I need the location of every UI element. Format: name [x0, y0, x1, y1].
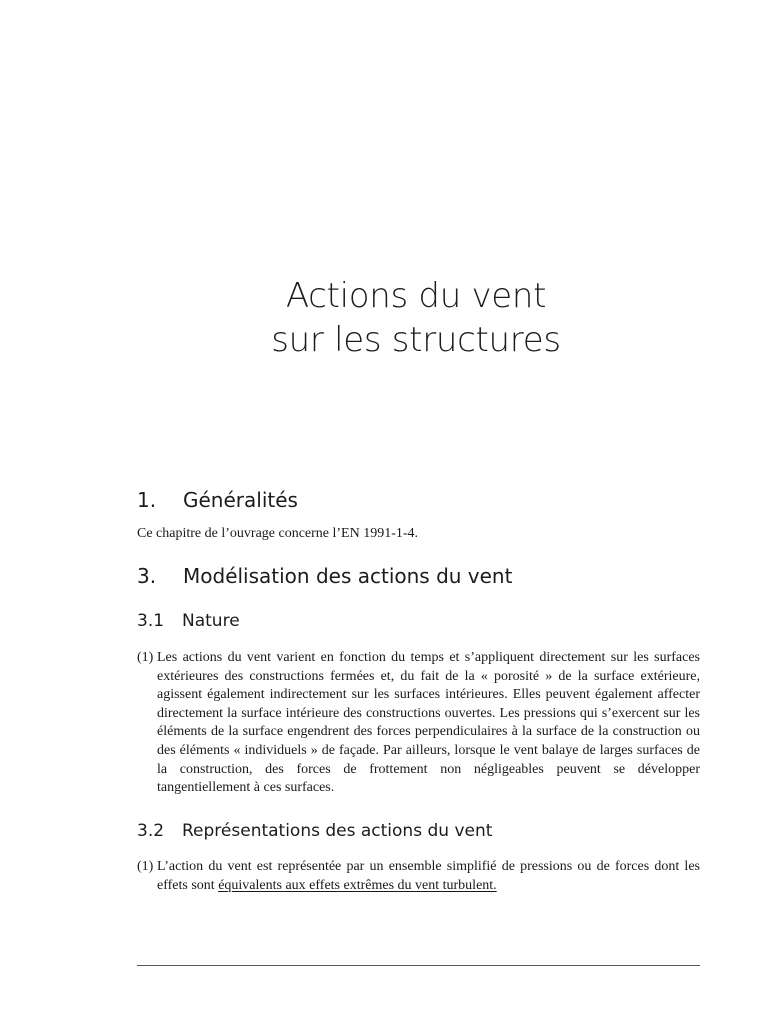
section-title: Généralités: [183, 488, 298, 512]
section-3-heading: [137, 563, 512, 589]
section-title: Modélisation des actions du vent: [183, 564, 513, 588]
subsection-number: 3.2: [137, 821, 165, 841]
paragraph-text: Les actions du vent varient en fonction du temps et s’appliquent directement sur les surfaces extérieures des constructions fermées et, du fait de la « porosité » de la surface extérieure, agissent également indirectement sur les surfaces intérieures. Elles peuvent également affecter directement la surface intérieure des constructions ouvertes. Les pressions qui s’exercent sur les éléments de la surface engendrent des forces perpendiculaires à la surface de la construction ou des éléments « individuels » de façade. Par ailleurs, lorsque le vent balaye de larges surfaces de la construction, des forces de frottement non négligeables peuvent se développer tangentiellement à ces surfaces.: [157, 650, 700, 796]
footer-rule: [137, 965, 700, 966]
subsection-title: Nature: [182, 611, 240, 631]
chapter-title: [136, 274, 696, 362]
subsection-title: Représentations des actions du vent: [182, 821, 493, 841]
paragraph-text-underlined: équivalents aux effets extrêmes du vent turbulent.: [218, 877, 497, 893]
section-3-2-heading: [137, 820, 492, 842]
paragraph-marker: (1): [137, 859, 154, 874]
section-number: 3.: [137, 564, 157, 588]
section-number: 1.: [137, 488, 157, 512]
section-3-1-heading: [137, 610, 240, 632]
chapter-title-line-2: sur les structures: [271, 320, 561, 360]
paragraph-marker: (1): [137, 650, 154, 665]
section-3-2-paragraph: [137, 858, 700, 895]
section-3-1-paragraph: [137, 649, 700, 798]
paragraph-text-plain: L’action du vent est représentée par un ensemble simplifié de pressions ou de forces dont les effets sont: [157, 859, 700, 893]
section-1-heading: [137, 487, 298, 513]
chapter-title-line-1: Actions du vent: [285, 276, 547, 316]
paragraph-text: [157, 858, 700, 895]
section-1-text: Ce chapitre de l’ouvrage concerne l’EN 1991-1-4.: [137, 526, 419, 541]
subsection-number: 3.1: [137, 611, 165, 631]
